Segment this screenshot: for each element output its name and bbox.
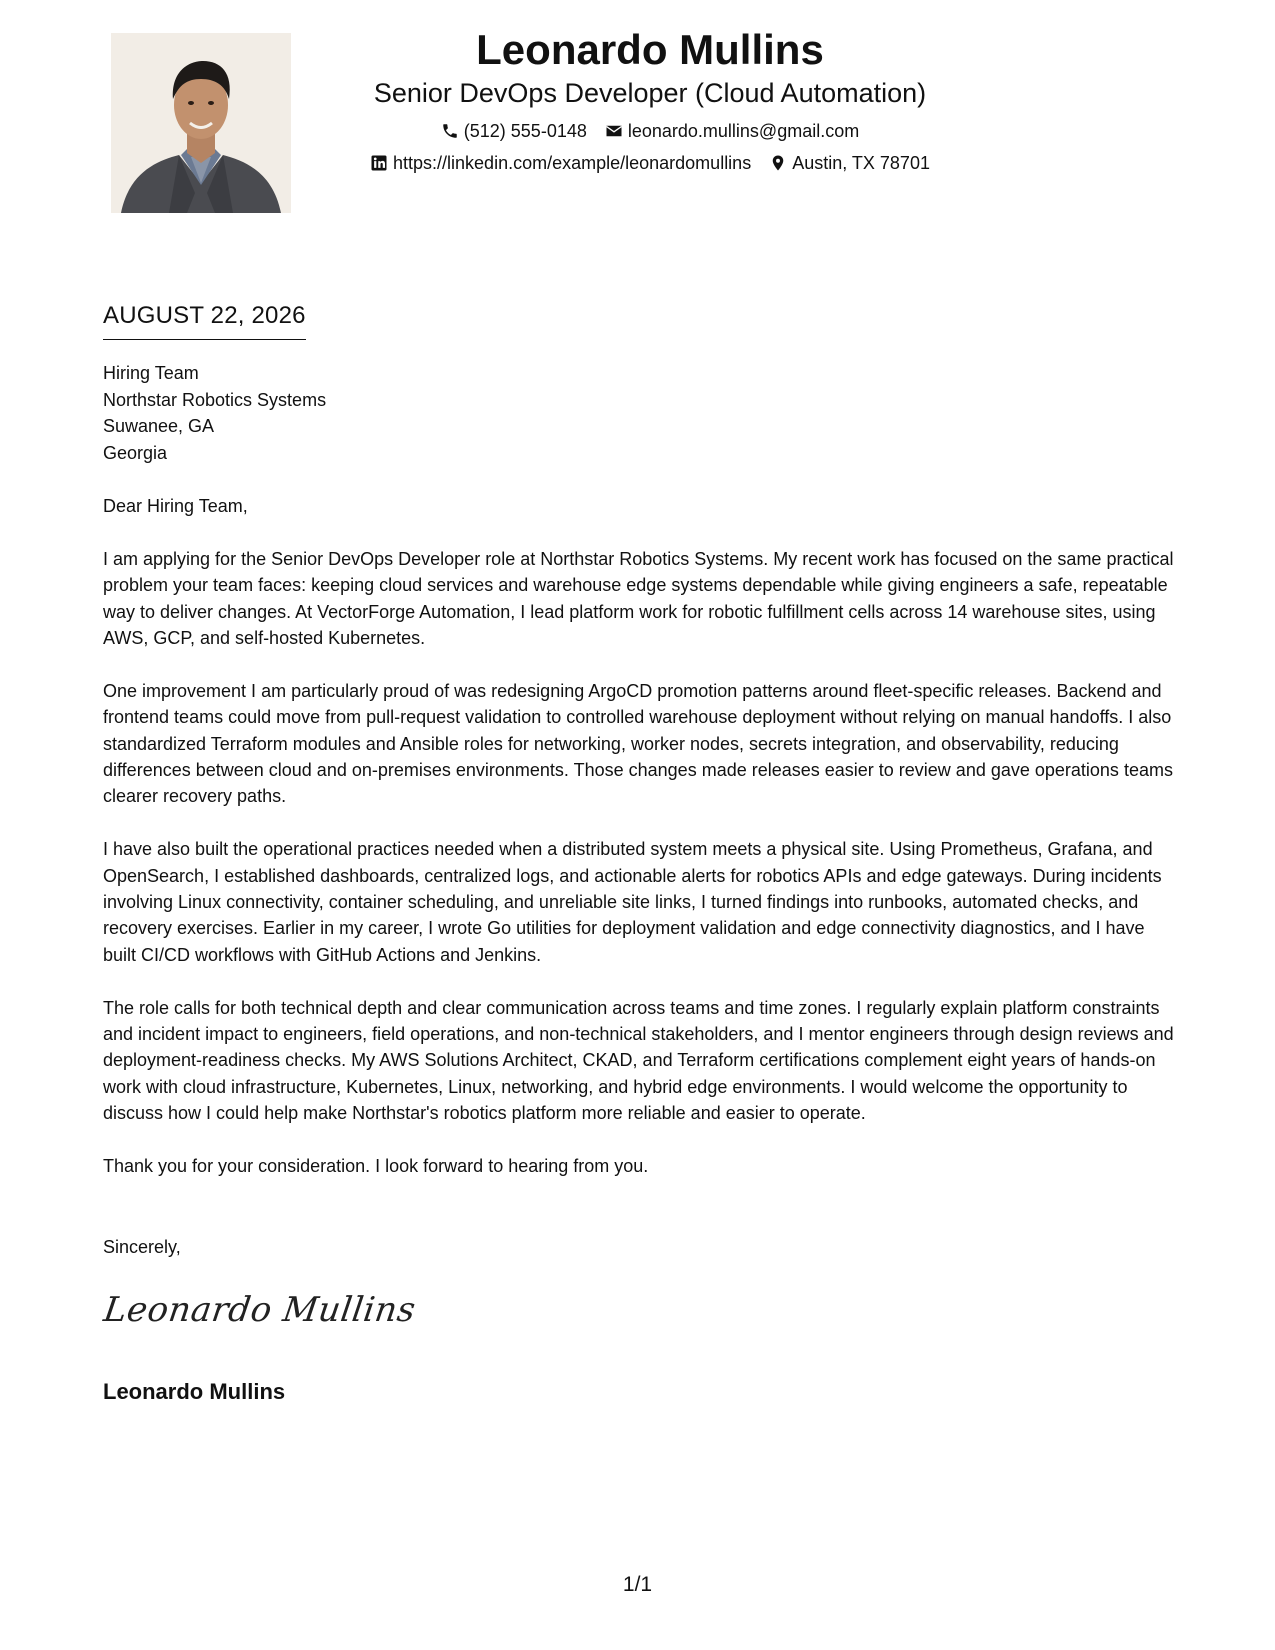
body-paragraph: I am applying for the Senior DevOps Developer role at Northstar Robotics Systems. My recent work has focused on the same practical problem your team faces: keeping cloud services and warehouse edge systems dependable while giving engineers a safe, repeatable way to deliver changes. At VectorForge Automation, I lead platform work for robotic fulfillment cells across 14 warehouse sites, using AWS, GCP, and self-hosted Kubernetes. [103, 548, 1174, 649]
contact-line-1 [300, 120, 1000, 142]
body-paragraph: The role calls for both technical depth and clear communication across teams and time zones. I regularly explain platform constraints and incident impact to engineers, field operations, and non-technical stakeholders, and I mentor engineers through design reviews and deployment-readiness checks. My AWS Solutions Architect, CKAD, and Terraform certifications complement eight years of hands-on work with cloud infrastructure, Kubernetes, Linux, networking, and hybrid edge environments. I would welcome the opportunity to discuss how I could help make Northstar's robotics platform more reliable and easier to operate. [103, 997, 1174, 1124]
phone-text: (512) 555-0148 [463, 121, 587, 141]
map-pin-icon [769, 154, 787, 172]
recipient-line: Hiring Team [103, 363, 199, 383]
contact-line-2 [300, 152, 1000, 174]
signed-name: Leonardo Mullins [103, 1379, 286, 1404]
letter-date: AUGUST 22, 2026 [103, 301, 306, 340]
email-text: leonardo.mullins@gmail.com [627, 121, 860, 141]
contact-email[interactable] [605, 120, 859, 142]
profile-photo-image [111, 33, 291, 213]
salutation: Dear Hiring Team, [103, 496, 248, 516]
body-paragraph: Thank you for your consideration. I look forward to hearing from you. [103, 1156, 649, 1177]
recipient-line: Northstar Robotics Systems [103, 389, 327, 410]
phone-icon [441, 122, 459, 140]
location-text: Austin, TX 78701 [792, 153, 930, 173]
linkedin-text: https://linkedin.com/example/leonardomullins [393, 153, 752, 173]
body-paragraph: One improvement I am particularly proud of was redesigning ArgoCD promotion patterns around fleet-specific releases. Backend and frontend teams could move from pull-request validation to controlled warehouse deployment without relying on manual handoffs. I also standardized Terraform modules and Ansible roles for networking, worker nodes, secrets integration, and observability, reducing differences between cloud and on-premises environments. Those changes made releases easier to review and gave operations teams clearer recovery paths. [103, 680, 1173, 807]
contact-linkedin[interactable] [370, 152, 751, 174]
recipient-line: Suwanee, GA [103, 416, 215, 436]
recipient-block [103, 360, 326, 466]
contact-location [769, 152, 930, 174]
linkedin-icon [370, 154, 388, 172]
applicant-role: Senior DevOps Developer (Cloud Automation) [373, 78, 927, 108]
recipient-line: Georgia [103, 442, 168, 463]
handwritten-signature: Leonardo Mullins [101, 1290, 419, 1330]
letter-body [103, 493, 1178, 1206]
body-paragraph: I have also built the operational practices needed when a distributed system meets a physical site. Using Prometheus, Grafana, and OpenSearch, I established dashboards, centralized logs, and actionable alerts for robotics APIs and edge gateways. During incidents involving Linux connectivity, container scheduling, and unreliable site links, I turned findings into runbooks, automated checks, and recovery exercises. Earlier in my career, I wrote Go utilities for deployment validation and edge connectivity diagnostics, and I have built CI/CD workflows with GitHub Actions and Jenkins. [103, 839, 1162, 965]
contact-phone [441, 120, 587, 142]
envelope-icon [605, 122, 623, 140]
profile-photo [111, 33, 291, 213]
page-number: 1/1 [622, 1573, 653, 1596]
letter-header [300, 22, 1000, 174]
closing: Sincerely, [103, 1237, 181, 1257]
applicant-name: Leonardo Mullins [476, 26, 824, 73]
